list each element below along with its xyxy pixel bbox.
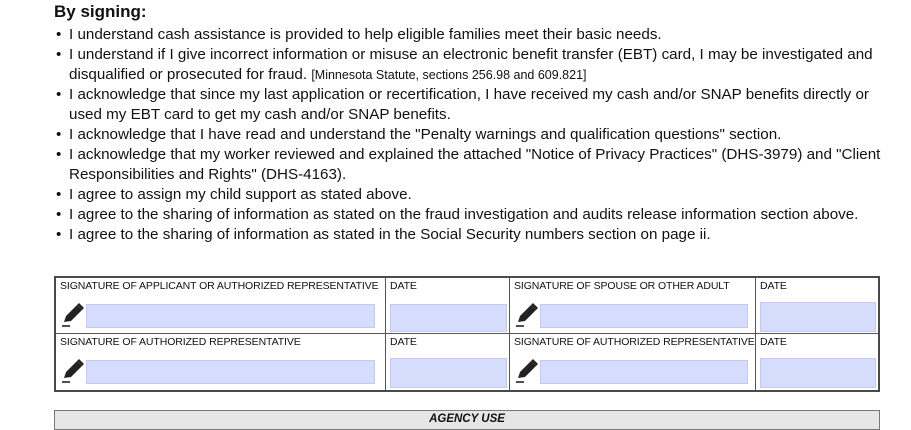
- list-item: [54, 185, 884, 205]
- applicant-signature-label: SIGNATURE OF APPLICANT OR AUTHORIZED REPRESENTATIVE: [60, 280, 379, 292]
- authorized-rep-2-date-field[interactable]: [760, 358, 876, 388]
- applicant-date-field[interactable]: [390, 304, 507, 332]
- list-item: [54, 225, 884, 245]
- list-item-text: I acknowledge that since my last application or recertification, I have received my cash and/or SNAP benefits directly or used my EBT card to get my cash and/or SNAP benefits.: [69, 86, 869, 123]
- signature-table: [54, 276, 880, 392]
- list-item-text: I acknowledge that my worker reviewed and explained the attached "Notice of Privacy Practices" (DHS-3979) and "Client Responsibilities and Rights" (DHS-4163).: [69, 146, 881, 183]
- statute-citation: [Minnesota Statute, sections 256.98 and 609.821]: [311, 68, 587, 82]
- list-item: [54, 85, 884, 125]
- authorized-rep-date-cell: [386, 334, 510, 390]
- spouse-signature-field[interactable]: [540, 304, 748, 328]
- authorized-rep-signature-label: SIGNATURE OF AUTHORIZED REPRESENTATIVE: [60, 336, 301, 348]
- spouse-date-field[interactable]: [760, 302, 876, 332]
- list-item: [54, 205, 884, 225]
- list-item-text: I agree to assign my child support as stated above.: [69, 186, 412, 203]
- list-item: [54, 25, 884, 45]
- authorized-rep-2-signature-label: SIGNATURE OF AUTHORIZED REPRESENTATIVE: [514, 336, 755, 348]
- agency-use-header: [54, 410, 880, 430]
- list-item-text: I acknowledge that I have read and understand the "Penalty warnings and qualification questions" section.: [69, 126, 782, 143]
- authorized-rep-2-signature-field[interactable]: [540, 360, 748, 384]
- spouse-date-cell: [756, 278, 878, 334]
- pen-icon: [514, 357, 540, 383]
- list-item: [54, 125, 884, 145]
- spouse-signature-cell: [510, 278, 756, 334]
- authorized-rep-date-label: DATE: [390, 336, 417, 348]
- authorized-rep-2-date-cell: [756, 334, 878, 390]
- pen-icon: [514, 301, 540, 327]
- list-item-text: I understand if I give incorrect information or misuse an electronic benefit transfer (EBT) card, I may be investigated and disqualified or prosecuted for fraud.: [69, 46, 873, 83]
- applicant-date-label: DATE: [390, 280, 417, 292]
- list-item: [54, 45, 884, 85]
- applicant-date-cell: [386, 278, 510, 334]
- pen-icon: [60, 301, 86, 327]
- spouse-date-label: DATE: [760, 280, 787, 292]
- authorized-rep-2-signature-cell: [510, 334, 756, 390]
- authorized-rep-date-field[interactable]: [390, 358, 507, 388]
- list-item-text: I agree to the sharing of information as stated in the Social Security numbers section on page ii.: [69, 226, 711, 243]
- list-item: [54, 145, 884, 185]
- agency-use-label: AGENCY USE: [429, 413, 505, 425]
- list-item-text: I understand cash assistance is provided to help eligible families meet their basic needs.: [69, 26, 662, 43]
- authorized-rep-2-date-label: DATE: [760, 336, 787, 348]
- applicant-signature-cell: [56, 278, 386, 334]
- section-heading: By signing:: [54, 2, 147, 21]
- authorized-rep-signature-cell: [56, 334, 386, 390]
- list-item-text: I agree to the sharing of information as stated on the fraud investigation and audits release information section above.: [69, 206, 859, 223]
- acknowledgement-list: [54, 25, 884, 245]
- spouse-signature-label: SIGNATURE OF SPOUSE OR OTHER ADULT: [514, 280, 730, 292]
- applicant-signature-field[interactable]: [86, 304, 375, 328]
- authorized-rep-signature-field[interactable]: [86, 360, 375, 384]
- pen-icon: [60, 357, 86, 383]
